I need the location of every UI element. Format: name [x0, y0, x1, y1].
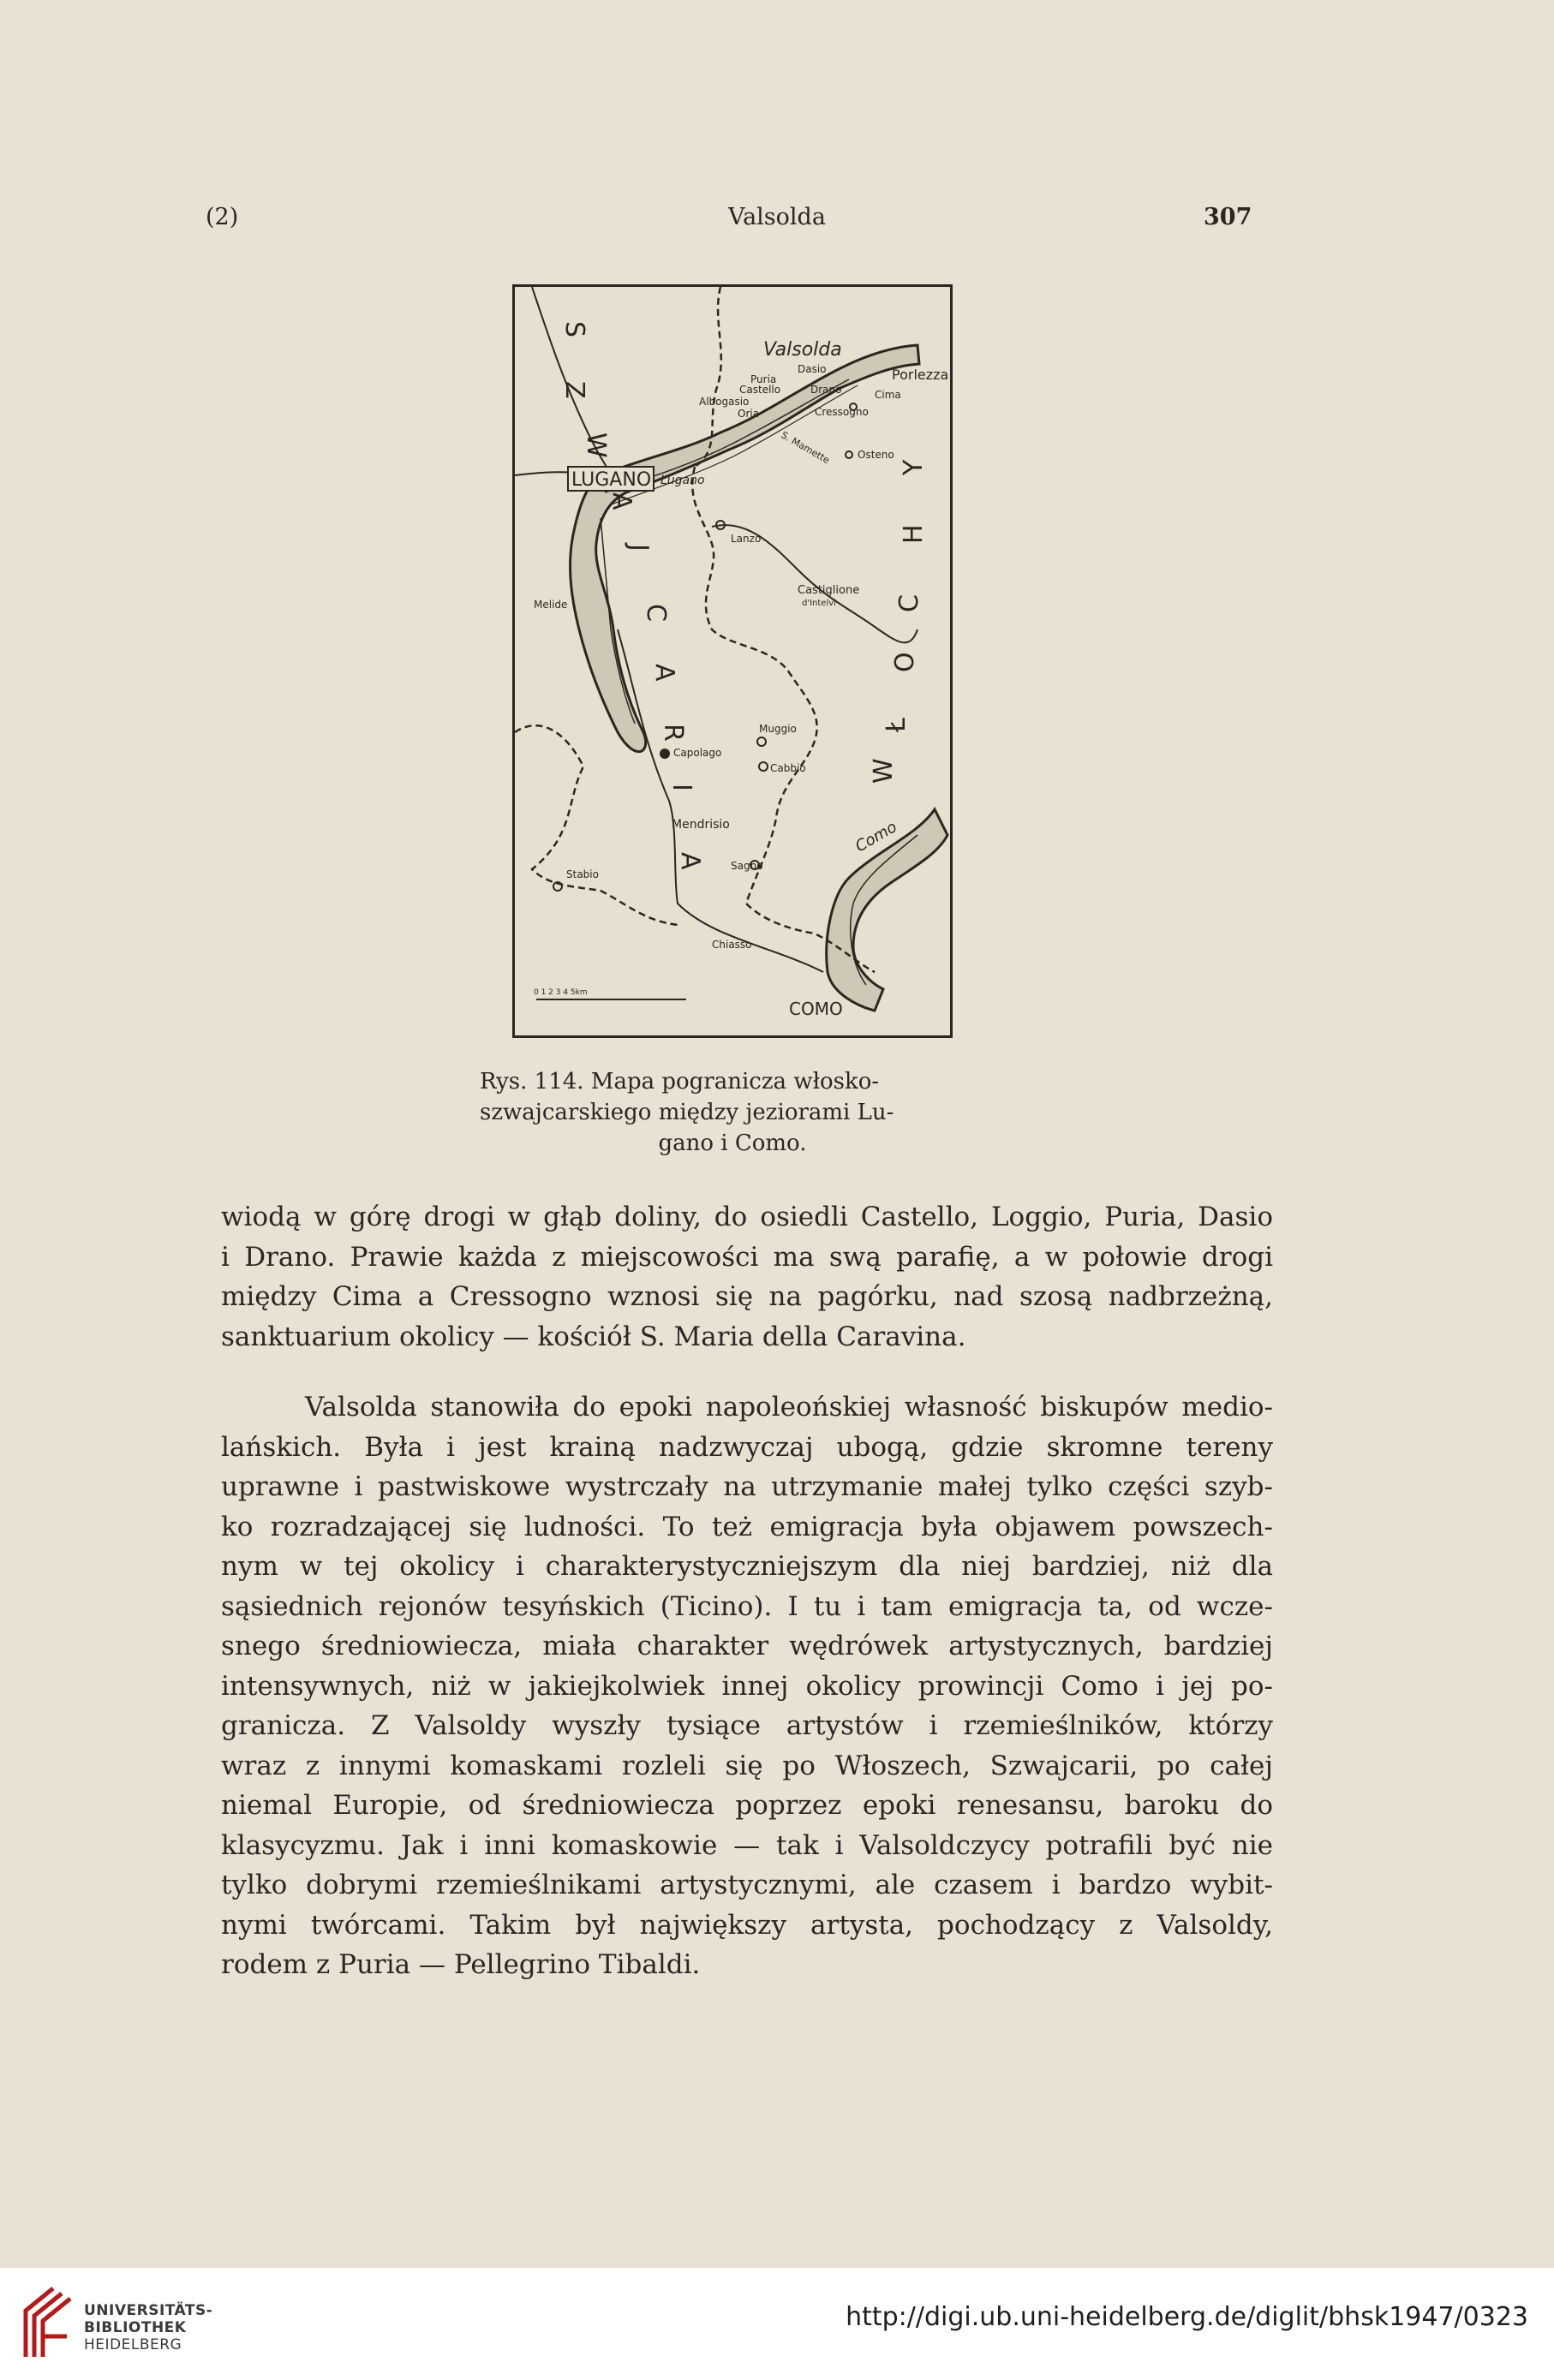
- caption-line: Rys. 114. Mapa pogranicza włosko-: [480, 1069, 880, 1095]
- library-name-line: UNIVERSITÄTS-: [84, 2302, 213, 2319]
- running-title: Valsolda: [728, 204, 826, 230]
- text-line: sanktuarium okolicy — kościół S. Maria della Caravina.: [221, 1321, 966, 1352]
- country-letter: R: [658, 724, 688, 742]
- country-letter: C: [894, 594, 924, 612]
- country-letter: S: [559, 321, 589, 338]
- country-letter: A: [607, 492, 637, 510]
- text-line: sąsiednich rejonów tesyńskich (Ticino). I tu i tam emigracja ta, od wcze-: [221, 1590, 1273, 1622]
- text-line: między Cima a Cressogno wznosi się na pagórku, nad szosą nadbrzeżną,: [221, 1281, 1273, 1312]
- paragraph-1: [221, 1197, 1273, 1357]
- text-line: rodem z Puria — Pellegrino Tibaldi.: [221, 1949, 701, 1980]
- body-text: [221, 1197, 1273, 1985]
- footer-bar: [0, 2268, 1554, 2380]
- country-letter: W: [581, 432, 611, 458]
- caption-line: gano i Como.: [658, 1130, 807, 1156]
- country-label-italy: [869, 459, 929, 784]
- text-line: uprawne i pastwiskowe wystrczały na utrzymanie małej tylko części szyb-: [221, 1471, 1273, 1502]
- text-line: Valsolda stanowiła do epoki napoleońskiej własność biskupów medio-: [305, 1392, 1273, 1423]
- map-label-dasio: Dasio: [798, 363, 827, 375]
- library-name: [84, 2302, 212, 2353]
- country-letter: H: [899, 524, 929, 544]
- text-line: granicza. Z Valsoldy wyszły tysiące artystów i rzemieślników, którzy: [221, 1710, 1273, 1741]
- page-number: 307: [1204, 204, 1252, 230]
- map-label-drano: Drano: [810, 384, 842, 396]
- map-label-castiglione: Castiglione: [798, 584, 860, 597]
- map-label-cabbio: Cabbio: [770, 762, 806, 774]
- paragraph-2: [221, 1387, 1273, 1985]
- map-label-lugano: LUGANO: [571, 469, 652, 491]
- border-map: [515, 287, 950, 1035]
- map-label-puria: Puria: [750, 373, 777, 385]
- map-label-stabio: Stabio: [566, 868, 599, 880]
- map-figure: [512, 284, 953, 1038]
- chapter-number: (2): [206, 204, 239, 230]
- country-letter: O: [890, 652, 920, 672]
- map-label-cressogno: Cressogno: [815, 406, 869, 418]
- country-letter: Z: [559, 381, 589, 399]
- text-line: wiodą w górę drogi w głąb doliny, do osiedli Castello, Loggio, Puria, Dasio: [221, 1202, 1273, 1232]
- map-label-lake-como: Como: [852, 818, 900, 856]
- country-letter: C: [641, 604, 671, 622]
- map-label-capolago: Capolago: [673, 747, 722, 759]
- map-label-s-mamette: S. Mamette: [779, 429, 832, 467]
- map-label-melide: Melide: [534, 599, 568, 611]
- map-label-lanzo: Lanzo: [731, 533, 762, 545]
- map-label-valsolda: Valsolda: [763, 339, 842, 361]
- text-line: ko rozradzającej się ludności. To też emigracja była objawem powszech-: [221, 1511, 1273, 1542]
- map-label-sagno: Sagno: [731, 860, 763, 872]
- figure-caption: [480, 1066, 985, 1159]
- country-letter: J: [624, 544, 654, 552]
- library-name-line: BIBLIOTHEK: [84, 2319, 187, 2336]
- map-label-castello: Castello: [739, 384, 781, 396]
- text-line: snego średniowiecza, miała charakter wędrówek artystycznych, bardziej: [221, 1631, 1273, 1661]
- map-label-osteno: Osteno: [858, 449, 894, 461]
- text-line: i Drano. Prawie każda z miejscowości ma swą parafię, a w połowie drogi: [221, 1241, 1273, 1273]
- library-logo: [19, 2285, 74, 2360]
- text-line: tylko dobrymi rzemieślnikami artystycznymi, ale czasem i bardzo wybit-: [221, 1870, 1273, 1900]
- map-label-porlezza: Porlezza: [892, 367, 949, 383]
- map-label-oria: Oria: [738, 408, 760, 420]
- text-line: nym w tej okolicy i charakterystyczniejszym dla niej bardziej, niż dla: [221, 1551, 1273, 1582]
- map-label-albogasio: Albogasio: [699, 396, 750, 408]
- text-line: nymi twórcami. Takim był największy artysta, pochodzący z Valsoldy,: [221, 1909, 1273, 1941]
- map-label-como: COMO: [789, 999, 843, 1019]
- text-line: klasycyzmu. Jak i inni komaskowie — tak i Valsoldczycy potrafili być nie: [221, 1829, 1273, 1861]
- country-letter: A: [675, 852, 705, 870]
- country-letter: Ł: [882, 718, 911, 732]
- map-label-muggio: Muggio: [759, 723, 797, 735]
- country-letter: I: [666, 784, 696, 791]
- map-scale: 0 1 2 3 4 5km: [534, 988, 588, 997]
- text-line: lańskich. Była i jest krainą nadzwyczaj ubogą, gdzie skromne tereny: [221, 1431, 1273, 1463]
- country-letter: A: [649, 664, 679, 682]
- country-letter: Y: [899, 459, 929, 475]
- map-label-cima: Cima: [875, 389, 901, 401]
- caption-line: szwajcarskiego między jeziorami Lu-: [480, 1100, 894, 1125]
- text-line: niemal Europie, od średniowiecza poprzez epoki renesansu, baroku do: [221, 1790, 1273, 1821]
- text-line: wraz z innymi komaskami rozleli się po Włoszech, Szwajcarii, po całej: [221, 1750, 1273, 1781]
- map-label-chiasso: Chiasso: [712, 939, 752, 951]
- map-label-mendrisio: Mendrisio: [672, 818, 730, 832]
- country-letter: W: [869, 758, 899, 784]
- map-label-d-intelvi: d'Intelvi: [802, 599, 836, 608]
- permalink-url[interactable]: http://digi.ub.uni-heidelberg.de/diglit/bhsk1947/0323: [846, 2302, 1528, 2332]
- library-name-line: HEIDELBERG: [84, 2336, 182, 2353]
- page-header: [0, 204, 1554, 238]
- text-line: intensywnych, niż w jakiejkolwiek innej okolicy prowincji Como i jej po-: [221, 1670, 1273, 1702]
- map-label-lake-lugano: Lugano: [660, 474, 705, 487]
